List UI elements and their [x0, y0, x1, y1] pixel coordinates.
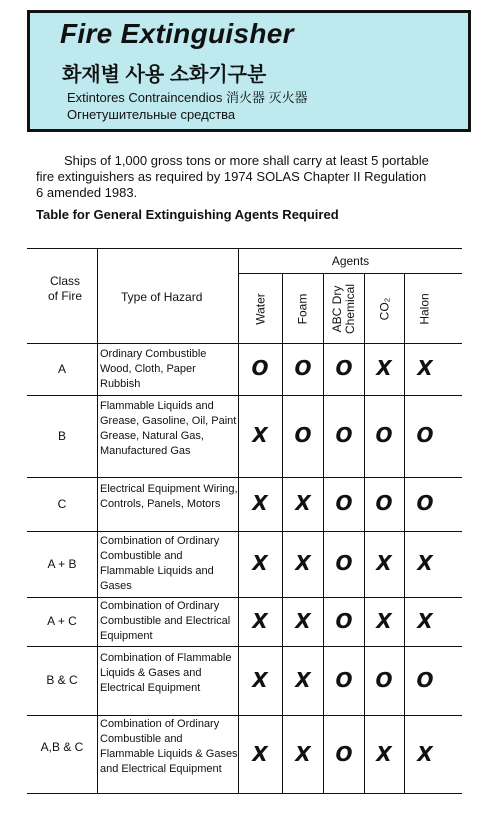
- row-rule: [27, 395, 462, 396]
- intro-text: Ships of 1,000 gross tons or more shall carry at least 5 portable fire extinguishers as required by 1974 SOLAS Chapter II Regulation 6 amended 1983.: [36, 153, 429, 200]
- agents-rule: [239, 273, 462, 274]
- class-cell: A + B: [47, 556, 77, 571]
- agent-header-abc: ABC Dry Chemical: [330, 283, 357, 334]
- hazard-cell: Combination of Ordinary Combustible and Electrical Equipment: [100, 600, 231, 642]
- row-rule: [27, 597, 462, 598]
- agents-header: Agents: [331, 254, 370, 268]
- suitable-mark: O: [416, 423, 434, 447]
- not-suitable-mark: X: [417, 551, 433, 575]
- not-suitable-mark: X: [252, 491, 268, 515]
- not-suitable-mark: X: [376, 608, 392, 633]
- class-cell: B & C: [46, 673, 78, 687]
- hazard-cell: Electrical Equipment Wiring, Controls, Panels, Motors: [100, 482, 238, 510]
- row-rule: [27, 531, 462, 532]
- not-suitable-mark: X: [376, 551, 392, 575]
- not-suitable-mark: X: [295, 491, 311, 515]
- class-cell: C: [57, 496, 67, 511]
- not-suitable-mark: X: [295, 667, 311, 692]
- suitable-mark: O: [335, 356, 353, 380]
- not-suitable-mark: X: [376, 356, 392, 380]
- header-rule: [27, 343, 462, 344]
- not-suitable-mark: X: [417, 608, 433, 633]
- not-suitable-mark: X: [295, 741, 311, 766]
- hazard-col-rule: [238, 248, 239, 794]
- suitable-mark: O: [375, 667, 393, 692]
- not-suitable-mark: X: [417, 741, 433, 766]
- suitable-mark: O: [335, 423, 353, 447]
- hazard-header: Type of Hazard: [121, 290, 203, 304]
- table-title: Table for General Extinguishing Agents Required: [36, 207, 339, 222]
- hazard-cell: Ordinary Combustible Wood, Cloth, Paper Rubbish: [100, 347, 207, 390]
- not-suitable-mark: X: [295, 608, 311, 633]
- class-header: Class of Fire: [47, 274, 82, 303]
- class-cell: A,B & C: [40, 739, 84, 754]
- hazard-cell: Combination of Ordinary Combustible and Flammable Liquids and Gases: [100, 535, 220, 592]
- korean-title: 화재별 사용 소화기구분: [62, 64, 267, 86]
- class-col-rule: [97, 248, 98, 794]
- table-bottom-rule: [27, 793, 462, 794]
- russian-title: Огнетушительные средства: [67, 107, 236, 122]
- suitable-mark: O: [375, 423, 393, 447]
- agent-header-foam: Foam: [295, 293, 310, 324]
- suitable-mark: O: [335, 551, 353, 575]
- page-title: Fire Extinguisher: [60, 18, 294, 49]
- class-cell: B: [57, 428, 66, 443]
- suitable-mark: O: [416, 667, 434, 692]
- not-suitable-mark: X: [376, 741, 392, 766]
- agent-header-halon: Halon: [417, 292, 432, 325]
- suitable-mark: O: [375, 491, 393, 515]
- suitable-mark: O: [294, 423, 312, 447]
- not-suitable-mark: X: [252, 608, 268, 633]
- not-suitable-mark: X: [252, 741, 268, 766]
- hazard-cell: Combination of Flammable Liquids & Gases and Electrical Equipment: [100, 651, 232, 694]
- suitable-mark: O: [251, 356, 269, 380]
- not-suitable-mark: X: [252, 551, 268, 575]
- suitable-mark: O: [335, 608, 353, 633]
- class-cell: A + C: [47, 614, 77, 628]
- hazard-cell: Flammable Liquids and Grease, Gasoline, Oil, Paint Grease, Natural Gas, Manufactured Gas: [100, 399, 237, 457]
- intro-paragraph: [36, 153, 436, 201]
- not-suitable-mark: X: [252, 423, 268, 447]
- suitable-mark: O: [416, 491, 434, 515]
- agents-table: [27, 248, 462, 794]
- table-top-rule: [27, 248, 462, 249]
- suitable-mark: O: [335, 741, 353, 766]
- not-suitable-mark: X: [295, 551, 311, 575]
- not-suitable-mark: X: [417, 356, 433, 380]
- agent-header-water: Water: [253, 292, 268, 325]
- suitable-mark: O: [335, 667, 353, 692]
- row-rule: [27, 646, 462, 647]
- row-rule: [27, 477, 462, 478]
- suitable-mark: O: [335, 491, 353, 515]
- class-cell: A: [57, 361, 66, 376]
- not-suitable-mark: X: [252, 667, 268, 692]
- spanish-chinese-title: Extintores Contraincendios 消火器 灭火器: [67, 90, 308, 105]
- hazard-cell: Combination of Ordinary Combustible and Flammable Liquids & Gases and Electrical Equipment: [100, 718, 238, 775]
- suitable-mark: O: [294, 356, 312, 380]
- agent-header-co2: CO₂: [377, 297, 392, 320]
- row-rule: [27, 715, 462, 716]
